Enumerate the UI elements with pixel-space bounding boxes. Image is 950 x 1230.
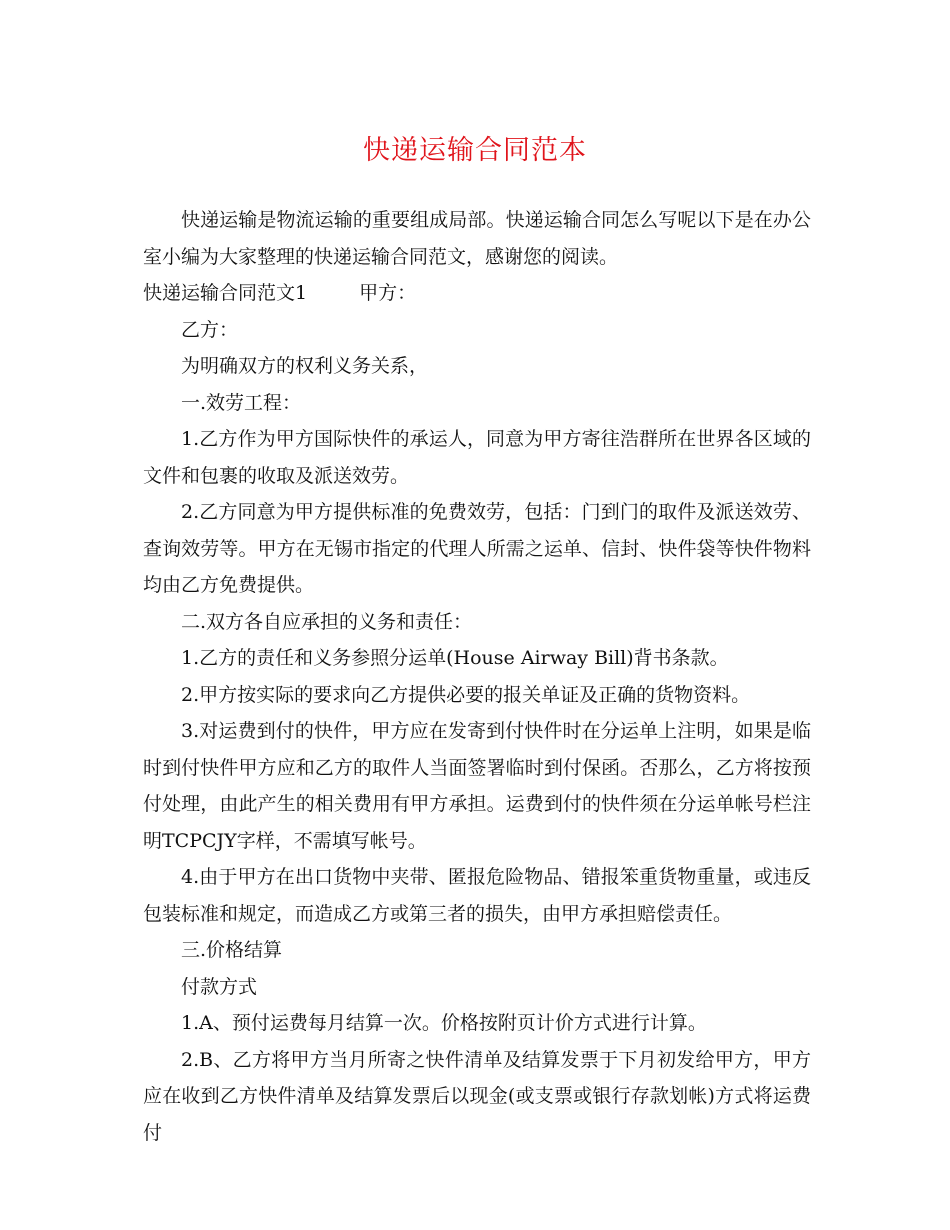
clause-3-2: 2.B、乙方将甲方当月所寄之快件清单及结算发票于下月初发给甲方，甲方应在收到乙方快件清单及结算发票后以现金(或支票或银行存款划帐)方式将运费付	[143, 1048, 811, 1144]
clause-2-1: 1.乙方的责任和义务参照分运单(House Airway Bill)背书条款。	[181, 647, 729, 669]
document-body	[143, 202, 811, 1151]
clause-3-1: 1.A、预付运费每月结算一次。价格按附页计价方式进行计算。	[181, 1012, 707, 1034]
party-b-label: 乙方：	[181, 318, 239, 341]
section-heading-3: 三.价格结算	[181, 939, 283, 961]
section-heading-1: 一.效劳工程：	[181, 391, 302, 414]
purpose-paragraph: 为明确双方的权利义务关系，	[181, 355, 429, 377]
document-title: 快递运输合同范本	[363, 135, 587, 166]
clause-2-3: 3.对运费到付的快件，甲方应在发寄到付快件时在分运单上注明，如果是临时到付快件甲方应和乙方的取件人当面签署临时到付保函。否那么，乙方将按预付处理，由此产生的相关费用有甲方承担。运费到付的快件须在分运单帐号栏注明TCPCJY字样，不需填写帐号。	[143, 720, 811, 852]
clause-1-2: 2.乙方同意为甲方提供标准的免费效劳，包括：门到门的取件及派送效劳、查询效劳等。甲方在无锡市指定的代理人所需之运单、信封、快件袋等快件物料均由乙方免费提供。	[143, 501, 811, 596]
clause-2-4: 4.由于甲方在出口货物中夹带、匿报危险物品、错报笨重货物重量，或违反包装标准和规定，而造成乙方或第三者的损失，由甲方承担赔偿责任。	[143, 866, 811, 925]
clause-1-1: 1.乙方作为甲方国际快件的承运人，同意为甲方寄往浩群所在世界各区域的文件和包裹的收取及派送效劳。	[143, 428, 811, 487]
section-heading-2: 二.双方各自应承担的义务和责任：	[181, 610, 473, 633]
intro-paragraph: 快递运输是物流运输的重要组成局部。快递运输合同怎么写呢以下是在办公室小编为大家整理的快递运输合同范文，感谢您的阅读。	[143, 209, 811, 268]
clause-2-2: 2.甲方按实际的要求向乙方提供必要的报关单证及正确的货物资料。	[181, 683, 751, 706]
party-a-label: 甲方：	[359, 282, 417, 304]
contract-header-line	[143, 275, 811, 312]
section-label: 快递运输合同范文1	[143, 282, 308, 304]
payment-method-heading: 付款方式	[181, 975, 258, 998]
